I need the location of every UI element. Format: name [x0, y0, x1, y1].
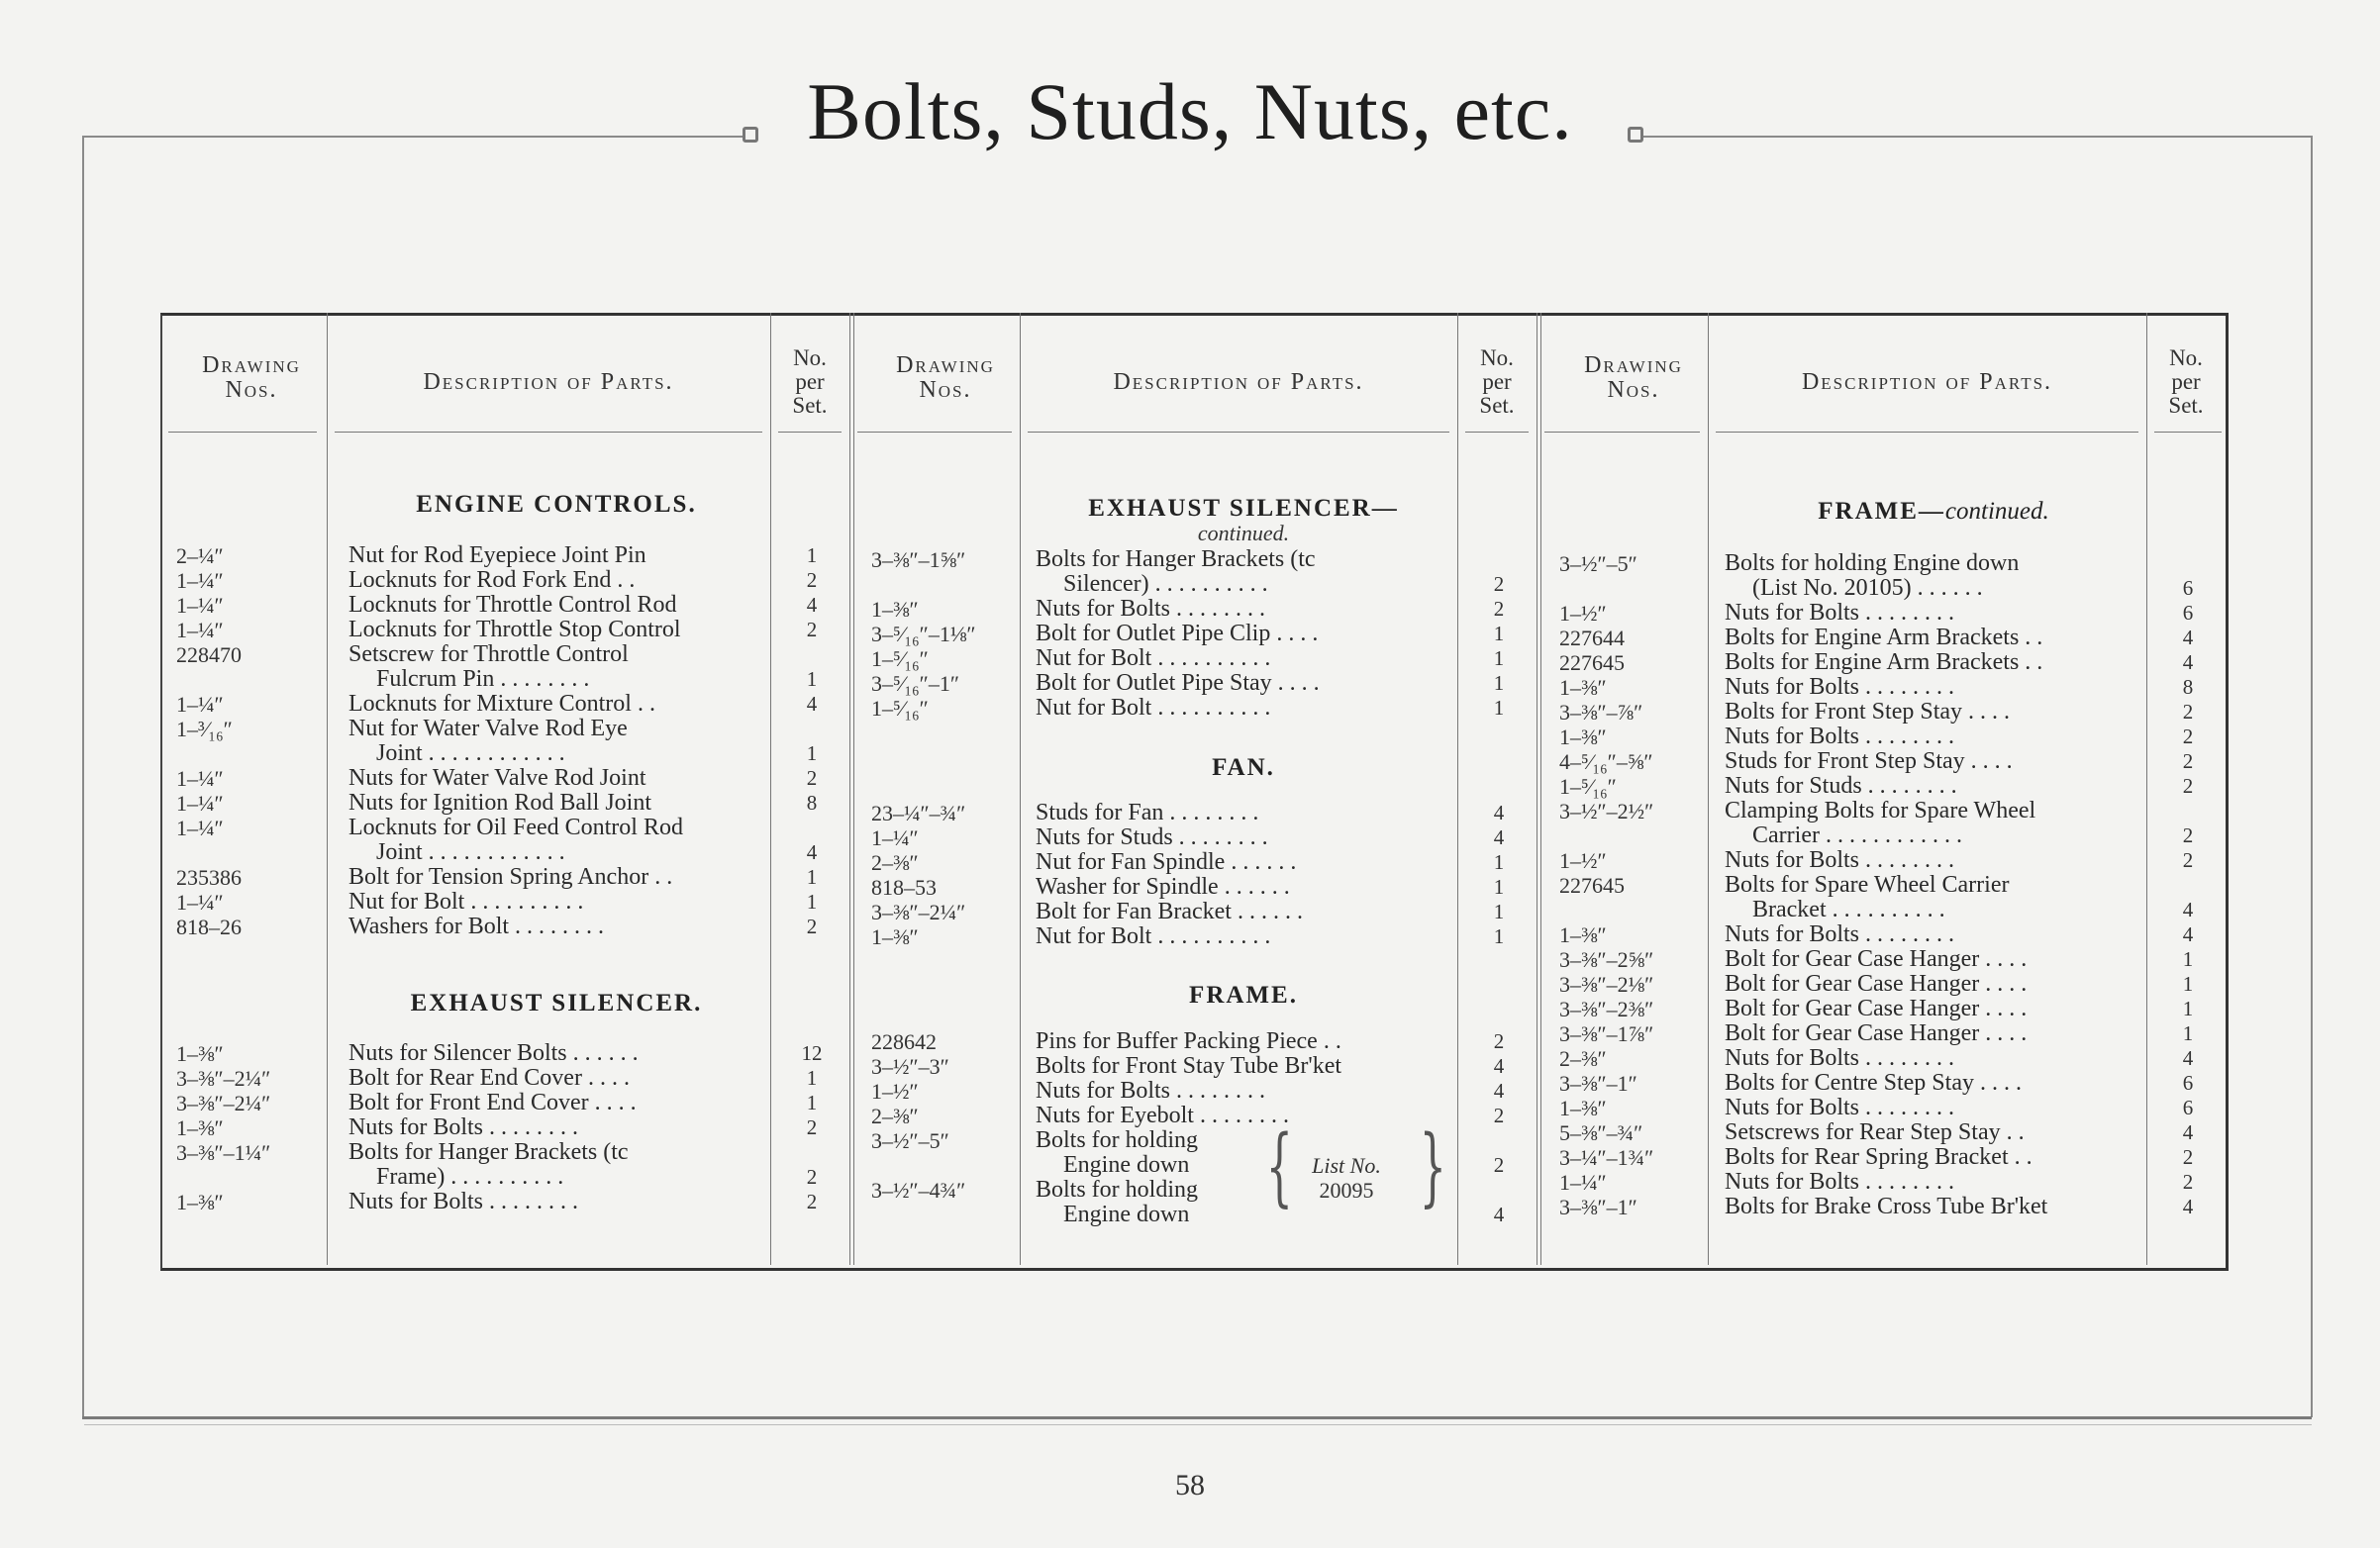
drawing-number: 3–⁵⁄₁₆″–1⅛″ [871, 622, 976, 646]
quantity-per-set: 2 [2182, 1145, 2194, 1169]
quantity-per-set: 2 [2182, 774, 2194, 798]
drawing-number: 1–⅜″ [1559, 1096, 1607, 1120]
part-description: Pins for Buffer Packing Piece . . [1036, 1028, 1341, 1054]
part-description: Nut for Rod Eyepiece Joint Pin [348, 542, 646, 568]
quantity-per-set: 4 [806, 692, 818, 716]
quantity-per-set: 4 [1493, 825, 1505, 849]
quantity-per-set: 1 [806, 1066, 818, 1090]
part-description: Bolts for Hanger Brackets (tc [348, 1139, 629, 1165]
header-underline [1028, 432, 1449, 433]
quantity-per-set: 8 [2182, 675, 2194, 699]
part-description: Bolt for Rear End Cover . . . . [348, 1065, 630, 1091]
drawing-number: 1–¼″ [176, 890, 224, 915]
drawing-number: 3–⅜″–1⅞″ [1559, 1021, 1654, 1046]
part-description: Bolts for Brake Cross Tube Br'ket [1725, 1194, 2048, 1219]
drawing-number: 1–⅜″ [871, 597, 919, 622]
header-qty-qty_line1: No. [2169, 345, 2203, 370]
part-description: Bolts for Rear Spring Bracket . . [1725, 1144, 2033, 1170]
column-divider [1020, 313, 1021, 1265]
part-description: Bolt for Fan Bracket . . . . . . [1036, 899, 1303, 924]
section-title [339, 491, 774, 519]
header-drawing-line2: Nos. [1607, 377, 1660, 403]
quantity-per-set: 1 [806, 543, 818, 567]
quantity-per-set: 2 [806, 766, 818, 790]
header-drawing-nos [871, 353, 1020, 403]
quantity-per-set: 1 [806, 741, 818, 765]
quantity-per-set: 6 [2182, 1071, 2194, 1095]
drawing-number: 228470 [176, 642, 242, 667]
part-description: Bolts for Centre Step Stay . . . . [1725, 1070, 2022, 1096]
drawing-number: 3–½″–5″ [1559, 551, 1637, 576]
part-description: Engine down [1063, 1152, 1190, 1178]
header-underline [1716, 432, 2138, 433]
drawing-number: 2–⅜″ [871, 850, 919, 875]
quantity-per-set: 2 [806, 1115, 818, 1139]
page-title: Bolts, Studs, Nuts, etc. [807, 66, 1573, 156]
drawing-number: 235386 [176, 865, 242, 890]
drawing-number: 1–¼″ [1559, 1170, 1607, 1195]
part-description: Nuts for Bolts . . . . . . . . [1725, 1045, 1955, 1071]
header-no-per-set [772, 346, 847, 418]
quantity-per-set: 1 [1493, 875, 1505, 899]
quantity-per-set: 2 [1493, 1029, 1505, 1053]
part-description: Silencer) . . . . . . . . . . [1063, 571, 1268, 597]
part-description: Nuts for Bolts . . . . . . . . [1725, 600, 1955, 626]
column-divider [327, 313, 328, 1265]
list-no-label: List No. [1312, 1153, 1381, 1178]
frame-bottom-shadow [84, 1424, 2312, 1425]
drawing-number: 3–⅜″–2⅝″ [1559, 947, 1654, 972]
header-qty-qty_line1: No. [1480, 345, 1514, 370]
quantity-per-set: 6 [2182, 1096, 2194, 1119]
frame-left-border [82, 136, 84, 1417]
quantity-per-set: 1 [2182, 972, 2194, 996]
drawing-number: 3–⅜″–2¼″ [176, 1066, 271, 1091]
quantity-per-set: 2 [2182, 700, 2194, 724]
quantity-per-set: 4 [806, 840, 818, 864]
quantity-per-set: 1 [1493, 900, 1505, 923]
part-description: Bolts for Front Stay Tube Br'ket [1036, 1053, 1342, 1079]
part-description: Joint . . . . . . . . . . . . [376, 740, 565, 766]
column-divider-double [1540, 313, 1541, 1265]
part-description: Bolts for Engine Arm Brackets . . [1725, 649, 2043, 675]
section-subtitle: continued. [1197, 521, 1290, 545]
quantity-per-set: 1 [2182, 947, 2194, 971]
header-drawing-nos [176, 353, 327, 403]
quantity-per-set: 2 [806, 1165, 818, 1189]
quantity-per-set: 12 [801, 1041, 823, 1065]
drawing-number: 1–⁵⁄₁₆″ [871, 646, 929, 671]
part-description: (List No. 20105) . . . . . . [1752, 575, 1983, 601]
header-qty-qty_line2: per [1482, 369, 1512, 394]
part-description: Bolt for Outlet Pipe Clip . . . . [1036, 621, 1319, 646]
part-description: Nut for Bolt . . . . . . . . . . [348, 889, 584, 915]
part-description: Bolts for Hanger Brackets (tc [1036, 546, 1316, 572]
quantity-per-set: 2 [2182, 1170, 2194, 1194]
drawing-number: 2–¼″ [176, 543, 224, 568]
quantity-per-set: 1 [1493, 924, 1505, 948]
part-description: Setscrews for Rear Step Stay . . [1725, 1119, 2025, 1145]
quantity-per-set: 1 [2182, 997, 2194, 1020]
section-title [1715, 498, 2152, 526]
quantity-per-set: 4 [2182, 1046, 2194, 1070]
quantity-per-set: 2 [806, 1190, 818, 1213]
header-drawing-line1: Drawing [1584, 352, 1683, 378]
drawing-number: 3–⅜″–1¼″ [176, 1140, 271, 1165]
header-no-per-set [1459, 346, 1535, 418]
drawing-number: 3–½″–3″ [871, 1054, 949, 1079]
part-description: Nuts for Water Valve Rod Joint [348, 765, 646, 791]
part-description: Nut for Water Valve Rod Eye [348, 716, 628, 741]
page-number: 58 [1175, 1469, 1205, 1501]
part-description: Washers for Bolt . . . . . . . . [348, 914, 605, 939]
part-description: Nuts for Bolts . . . . . . . . [1725, 724, 1955, 749]
quantity-per-set: 4 [2182, 898, 2194, 921]
header-drawing-line2: Nos. [225, 377, 278, 403]
header-qty-qty_line2: per [795, 369, 825, 394]
drawing-number: 5–⅜″–¾″ [1559, 1120, 1643, 1145]
part-description: Bolt for Tension Spring Anchor . . [348, 864, 673, 890]
quantity-per-set: 1 [806, 890, 818, 914]
quantity-per-set: 1 [1493, 671, 1505, 695]
part-description: Nuts for Silencer Bolts . . . . . . [348, 1040, 639, 1066]
quantity-per-set: 1 [1493, 850, 1505, 874]
header-qty-qty_line3: Set. [2168, 393, 2204, 418]
part-description: Nuts for Bolts . . . . . . . . [348, 1114, 579, 1140]
quantity-per-set: 4 [1493, 801, 1505, 824]
part-description: Nut for Bolt . . . . . . . . . . [1036, 695, 1271, 721]
quantity-per-set: 6 [2182, 576, 2194, 600]
header-underline [168, 432, 317, 433]
drawing-number: 227645 [1559, 873, 1625, 898]
part-description: Bracket . . . . . . . . . . [1752, 897, 1945, 922]
part-description: Carrier . . . . . . . . . . . . [1752, 822, 1962, 848]
part-description: Bolts for Front Step Stay . . . . [1725, 699, 2011, 725]
part-description: Nuts for Ignition Rod Ball Joint [348, 790, 651, 816]
part-description: Bolts for holding [1036, 1127, 1199, 1153]
drawing-number: 3–⅜″–2¼″ [871, 900, 966, 924]
quantity-per-set: 1 [1493, 622, 1505, 645]
drawing-number: 1–¼″ [871, 825, 919, 850]
part-description: Locknuts for Throttle Stop Control [348, 617, 681, 642]
drawing-number: 1–½″ [871, 1079, 919, 1104]
quantity-per-set: 4 [2182, 922, 2194, 946]
drawing-number: 1–¼″ [176, 692, 224, 717]
part-description: Washer for Spindle . . . . . . [1036, 874, 1290, 900]
part-description: Locknuts for Throttle Control Rod [348, 592, 677, 618]
section-title-text: EXHAUST SILENCER. [410, 990, 703, 1016]
part-description: Nuts for Bolts . . . . . . . . [1036, 596, 1266, 622]
header-qty-qty_line2: per [2171, 369, 2201, 394]
drawing-number: 3–⅜″–1″ [1559, 1071, 1637, 1096]
quantity-per-set: 4 [806, 593, 818, 617]
part-description: Nuts for Studs . . . . . . . . [1036, 824, 1268, 850]
drawing-number: 1–⁵⁄₁₆″ [1559, 774, 1617, 799]
drawing-number: 3–⅜″–2⅛″ [1559, 972, 1654, 997]
header-drawing-line2: Nos. [919, 377, 972, 403]
header-underline [1465, 432, 1529, 433]
drawing-number: 3–½″–2½″ [1559, 799, 1654, 823]
part-description: Nut for Bolt . . . . . . . . . . [1036, 645, 1271, 671]
part-description: Nuts for Bolts . . . . . . . . [1725, 1095, 1955, 1120]
drawing-number: 1–¼″ [176, 791, 224, 816]
drawing-number: 1–⅜″ [871, 924, 919, 949]
drawing-number: 3–⅜″–⅞″ [1559, 700, 1643, 725]
part-description: Studs for Front Step Stay . . . . [1725, 748, 2013, 774]
frame-right-border [2311, 136, 2313, 1417]
drawing-number: 1–¼″ [176, 816, 224, 840]
drawing-number: 1–⅜″ [1559, 675, 1607, 700]
title-rule-left [82, 136, 744, 138]
quantity-per-set: 2 [806, 568, 818, 592]
part-description: Nuts for Bolts . . . . . . . . [1725, 847, 1955, 873]
drawing-number: 3–⅜″–1″ [1559, 1195, 1637, 1219]
drawing-number: 1–¼″ [176, 568, 224, 593]
drawing-number: 1–⅜″ [1559, 922, 1607, 947]
part-description: Nuts for Bolts . . . . . . . . [1725, 674, 1955, 700]
quantity-per-set: 2 [806, 915, 818, 938]
part-description: Bolt for Gear Case Hanger . . . . [1725, 971, 2028, 997]
section-title [1026, 495, 1461, 523]
part-description: Nuts for Bolts . . . . . . . . [1725, 921, 1955, 947]
quantity-per-set: 2 [2182, 823, 2194, 847]
header-description: Description of Parts. [1801, 369, 2053, 395]
part-description: Nut for Fan Spindle . . . . . . [1036, 849, 1297, 875]
part-description: Frame) . . . . . . . . . . [376, 1164, 564, 1190]
part-description: Locknuts for Rod Fork End . . [348, 567, 636, 593]
header-underline [335, 432, 762, 433]
quantity-per-set: 8 [806, 791, 818, 815]
header-qty-qty_line3: Set. [792, 393, 828, 418]
column-divider [1457, 313, 1458, 1265]
part-description: Bolts for Spare Wheel Carrier [1725, 872, 2010, 898]
part-description: Nuts for Bolts . . . . . . . . [348, 1189, 579, 1214]
drawing-number: 1–½″ [1559, 848, 1607, 873]
quantity-per-set: 2 [2182, 848, 2194, 872]
section-title-text: FRAME— [1818, 498, 1945, 525]
drawing-number: 3–⅜″–1⅝″ [871, 547, 966, 572]
drawing-number: 1–½″ [1559, 601, 1607, 626]
section-title-suffix: continued. [1944, 498, 2049, 525]
drawing-number: 1–³⁄₁₆″ [176, 717, 233, 741]
section-title [1026, 982, 1461, 1010]
column-divider [1708, 313, 1709, 1265]
part-description: Nuts for Bolts . . . . . . . . [1036, 1078, 1266, 1104]
quantity-per-set: 4 [2182, 1120, 2194, 1144]
column-divider [2146, 313, 2147, 1265]
quantity-per-set: 1 [806, 667, 818, 691]
drawing-number: 1–¼″ [176, 618, 224, 642]
header-underline [778, 432, 842, 433]
part-description: Bolt for Gear Case Hanger . . . . [1725, 1020, 2028, 1046]
drawing-number: 3–⁵⁄₁₆″–1″ [871, 671, 960, 696]
part-description: Studs for Fan . . . . . . . . [1036, 800, 1259, 825]
drawing-number: 1–⅜″ [1559, 725, 1607, 749]
column-divider [770, 313, 771, 1265]
part-description: Bolts for holding Engine down [1725, 550, 2020, 576]
left-brace: { [1265, 1117, 1294, 1216]
drawing-number: 3–½″–4¾″ [871, 1178, 966, 1203]
header-qty-qty_line3: Set. [1479, 393, 1515, 418]
drawing-number: 1–⁵⁄₁₆″ [871, 696, 929, 721]
quantity-per-set: 1 [1493, 646, 1505, 670]
drawing-number: 4–⁵⁄₁₆″–⅝″ [1559, 749, 1653, 774]
quantity-per-set: 1 [806, 1091, 818, 1114]
part-description: Clamping Bolts for Spare Wheel [1725, 798, 2036, 823]
header-no-per-set [2148, 346, 2224, 418]
drawing-number: 2–⅜″ [1559, 1046, 1607, 1071]
list-no-value: 20095 [1319, 1178, 1374, 1203]
part-description: Locknuts for Mixture Control . . [348, 691, 655, 717]
drawing-number: 3–⅜″–2¼″ [176, 1091, 271, 1115]
quantity-per-set: 2 [1493, 572, 1505, 596]
part-description: Setscrew for Throttle Control [348, 641, 629, 667]
drawing-number: 1–¼″ [176, 766, 224, 791]
quantity-per-set: 1 [2182, 1021, 2194, 1045]
rule-ornament-left [743, 127, 758, 143]
header-underline [2154, 432, 2222, 433]
quantity-per-set: 4 [1493, 1079, 1505, 1103]
part-description: Bolt for Gear Case Hanger . . . . [1725, 996, 2028, 1021]
drawing-number: 3–⅜″–2⅜″ [1559, 997, 1654, 1021]
part-description: Engine down [1063, 1202, 1190, 1227]
part-description: Bolts for holding [1036, 1177, 1199, 1203]
section-title-text: FRAME. [1189, 982, 1298, 1009]
column-divider [849, 313, 850, 1265]
part-description: Bolt for Gear Case Hanger . . . . [1725, 946, 2028, 972]
header-description: Description of Parts. [1113, 369, 1364, 395]
quantity-per-set: 1 [1493, 696, 1505, 720]
quantity-per-set: 2 [1493, 1104, 1505, 1127]
section-title [1026, 754, 1461, 782]
part-description: Nuts for Bolts . . . . . . . . [1725, 1169, 1955, 1195]
section-title-text: ENGINE CONTROLS. [416, 491, 697, 518]
drawing-number: 1–⅜″ [176, 1190, 224, 1214]
quantity-per-set: 2 [806, 618, 818, 641]
section-title-text: EXHAUST SILENCER— [1088, 495, 1399, 522]
header-drawing-line1: Drawing [202, 352, 301, 378]
drawing-number: 227644 [1559, 626, 1625, 650]
part-description: Nuts for Studs . . . . . . . . [1725, 773, 1957, 799]
header-description: Description of Parts. [423, 369, 674, 395]
header-underline [857, 432, 1012, 433]
frame-bottom-border [82, 1416, 2312, 1419]
quantity-per-set: 2 [2182, 749, 2194, 773]
header-underline [1544, 432, 1700, 433]
drawing-number: 227645 [1559, 650, 1625, 675]
drawing-number: 2–⅜″ [871, 1104, 919, 1128]
quantity-per-set: 4 [2182, 650, 2194, 674]
quantity-per-set: 2 [1493, 1153, 1505, 1177]
part-description: Joint . . . . . . . . . . . . [376, 839, 565, 865]
quantity-per-set: 2 [2182, 725, 2194, 748]
quantity-per-set: 4 [1493, 1203, 1505, 1226]
right-brace: } [1419, 1117, 1447, 1216]
drawing-number: 3–¼″–1¾″ [1559, 1145, 1654, 1170]
part-description: Bolts for Engine Arm Brackets . . [1725, 625, 2043, 650]
drawing-number: 818–26 [176, 915, 242, 939]
section-title-text: FAN. [1212, 754, 1275, 781]
drawing-number: 818–53 [871, 875, 937, 900]
part-description: Nut for Bolt . . . . . . . . . . [1036, 923, 1271, 949]
drawing-number: 23–¼″–¾″ [871, 801, 966, 825]
quantity-per-set: 4 [1493, 1054, 1505, 1078]
quantity-per-set: 2 [1493, 597, 1505, 621]
quantity-per-set: 4 [2182, 626, 2194, 649]
quantity-per-set: 6 [2182, 601, 2194, 625]
header-drawing-nos [1559, 353, 1708, 403]
quantity-per-set: 4 [2182, 1195, 2194, 1218]
header-qty-qty_line1: No. [793, 345, 827, 370]
part-description: Fulcrum Pin . . . . . . . . [376, 666, 590, 692]
column-divider-double [853, 313, 854, 1265]
part-description: Nuts for Eyebolt . . . . . . . . [1036, 1103, 1289, 1128]
title-rule-right [1643, 136, 2312, 138]
quantity-per-set: 1 [806, 865, 818, 889]
header-drawing-line1: Drawing [896, 352, 995, 378]
drawing-number: 3–½″–5″ [871, 1128, 949, 1153]
drawing-number: 1–⅜″ [176, 1041, 224, 1066]
drawing-number: 1–⅜″ [176, 1115, 224, 1140]
rule-ornament-right [1628, 127, 1643, 143]
part-description: Bolt for Front End Cover . . . . [348, 1090, 637, 1115]
section-title [339, 990, 774, 1017]
part-description: Bolt for Outlet Pipe Stay . . . . [1036, 670, 1320, 696]
drawing-number: 1–¼″ [176, 593, 224, 618]
drawing-number: 228642 [871, 1029, 937, 1054]
part-description: Locknuts for Oil Feed Control Rod [348, 815, 683, 840]
